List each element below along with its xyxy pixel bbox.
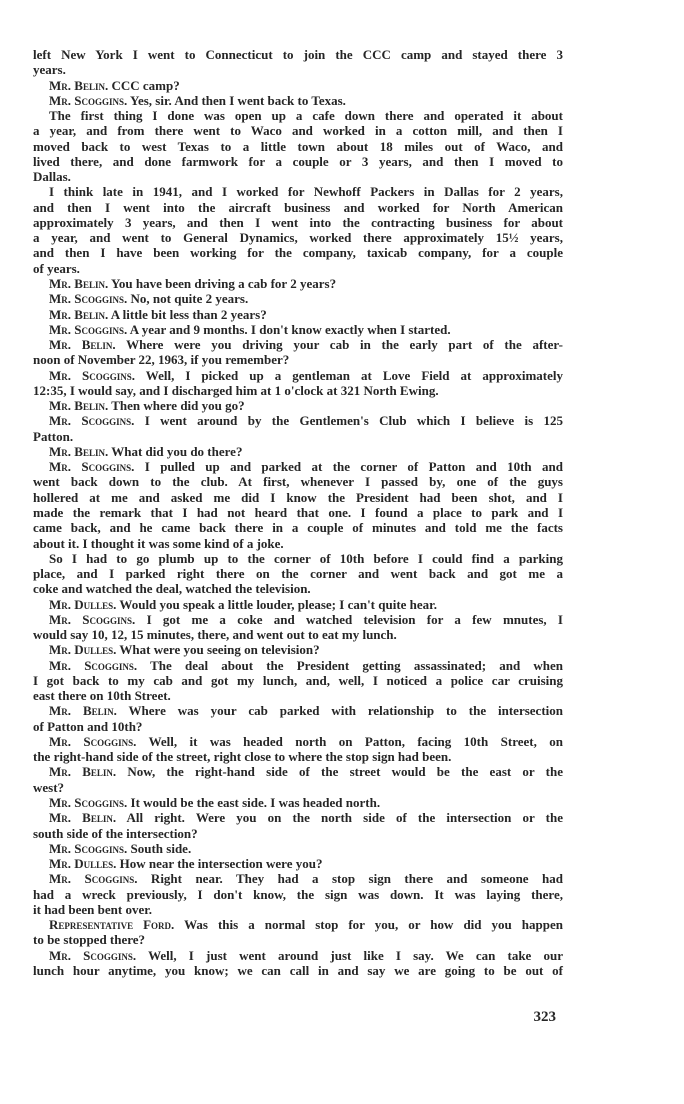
text-line [33,307,563,322]
speaker-name: Mr. Scoggins. [49,611,136,627]
testimony-paragraph [33,78,563,93]
text-line [33,780,563,795]
line-text: the right-hand side of the street, right close to where the stop sign had been. [33,749,452,765]
text-line [33,62,563,77]
text-line [33,245,563,260]
speaker-name: Mr. Belin. [49,810,117,826]
page-number: 323 [533,1009,556,1025]
line-text: had a wreck previously, I don't know, the sign was down. It was laying there, [33,886,563,902]
text-line [33,963,563,978]
text-line [33,123,563,138]
text-line [33,871,563,886]
line-text: about it. I thought it was some kind of a joke. [33,535,284,551]
line-text: went back down to the club. At first, whenever I passed by, one of the guys [33,474,563,490]
testimony-paragraph [33,337,563,368]
testimony-paragraph [33,291,563,306]
text-line [33,749,563,764]
text-line [33,917,563,932]
line-text: A year and 9 months. I don't know exactly when I started. [127,321,451,337]
line-text: lived there, and done farmwork for a couple or 3 years, and then I moved to [33,153,563,169]
testimony-paragraph [33,413,563,444]
text-line [33,261,563,276]
line-text: Dallas. [33,169,71,185]
line-text: Well, I picked up a gentleman at Love Field at approximately [135,367,563,383]
testimony-paragraph [33,856,563,871]
text-line [33,887,563,902]
speaker-name: Mr. Scoggins. [49,657,138,673]
line-text: and then I went into the aircraft business and worked for North American [33,199,563,215]
line-text: A little bit less than 2 years? [108,306,267,322]
text-line [33,566,563,581]
text-line [33,841,563,856]
line-text: The deal about the President getting assassinated; and when [137,657,563,673]
line-text: No, not quite 2 years. [127,291,249,307]
text-line [33,688,563,703]
text-line [33,826,563,841]
text-line [33,673,563,688]
speaker-name: Mr. Scoggins. [49,733,137,749]
text-line [33,322,563,337]
text-line [33,200,563,215]
text-line [33,291,563,306]
testimony-paragraph [33,444,563,459]
line-text: would say 10, 12, 15 minutes, there, and went out to eat my lunch. [33,627,397,643]
text-line [33,490,563,505]
testimony-paragraph [33,459,563,551]
line-text: of Patton and 10th? [33,718,143,734]
testimony-paragraph [33,93,563,108]
testimony-paragraph [33,658,563,704]
line-text: to be stopped there? [33,932,146,948]
text-line [33,612,563,627]
text-line [33,902,563,917]
speaker-name: Mr. Scoggins. [49,413,135,429]
text-line [33,856,563,871]
text-line [33,154,563,169]
text-line [33,78,563,93]
line-text: You have been driving a cab for 2 years? [108,275,337,291]
text-line [33,810,563,825]
testimony-paragraph [33,368,563,399]
testimony-paragraph [33,948,563,979]
line-text: It would be the east side. I was headed north. [127,795,381,811]
speaker-name: Mr. Dulles. [49,856,117,872]
line-text: 12:35, I would say, and I discharged him at 1 o'clock at 321 North Ewing. [33,382,439,398]
speaker-name: Mr. Belin. [49,443,109,459]
speaker-name: Mr. Scoggins. [49,840,128,856]
line-text: South side. [127,840,192,856]
speaker-name: Mr. Scoggins. [49,92,128,108]
text-line [33,184,563,199]
line-text: Then where did you go? [108,398,245,414]
speaker-name: Mr. Scoggins. [49,795,128,811]
speaker-name: Mr. Scoggins. [49,321,128,337]
speaker-name: Mr. Scoggins. [49,947,137,963]
text-line [33,47,563,62]
text-line [33,642,563,657]
text-line [33,368,563,383]
speaker-name: Mr. Scoggins. [49,871,138,887]
line-text: it had been bent over. [33,901,153,917]
text-line [33,413,563,428]
text-line [33,948,563,963]
testimony-paragraph [33,917,563,948]
text-line [33,658,563,673]
text-line [33,276,563,291]
narrative-paragraph [33,184,563,276]
text-line [33,795,563,810]
line-text: I pulled up and parked at the corner of Patton and 10th and [134,459,563,475]
text-line [33,734,563,749]
line-text: a year, and went to General Dynamics, worked there approximately 15½ years, [33,230,563,246]
text-line [33,764,563,779]
testimony-paragraph [33,307,563,322]
line-text: Now, the right-hand side of the street would be the east or the [116,764,564,780]
speaker-name: Mr. Belin. [49,337,116,353]
testimony-text [33,47,563,978]
speaker-name: Mr. Scoggins. [49,367,136,383]
text-line [33,932,563,947]
text-line [33,108,563,123]
testimony-paragraph [33,703,563,734]
text-line [33,139,563,154]
text-line [33,627,563,642]
line-text: Right near. They had a stop sign there and someone had [137,871,563,887]
testimony-paragraph [33,764,563,795]
speaker-name: Mr. Belin. [49,306,109,322]
text-line [33,93,563,108]
text-line [33,352,563,367]
line-text: moved back to west Texas to a little town about 18 miles out of Waco, and [33,138,563,154]
line-text: lunch hour anytime, you know; we can call in and say we are going to be out of [33,962,563,978]
line-text: Would you speak a little louder, please; I can't quite hear. [116,596,438,612]
testimony-paragraph [33,841,563,856]
text-line [33,719,563,734]
line-text: How near the intersection were you? [116,856,323,872]
speaker-name: Mr. Belin. [49,764,117,780]
testimony-paragraph [33,398,563,413]
line-text: and then I have been working for the company, taxicab company, for a couple [33,245,563,261]
speaker-name: Mr. Belin. [49,703,117,719]
line-text: east there on 10th Street. [33,688,171,704]
text-line [33,169,563,184]
line-text: hollered at me and asked me did I know the President had been shot, and I [33,489,563,505]
testimony-paragraph [33,871,563,917]
line-text: I got back to my cab and got my lunch, and, well, I noticed a police car cruising [33,672,563,688]
text-line [33,520,563,535]
line-text: west? [33,779,65,795]
speaker-name: Mr. Belin. [49,77,109,93]
text-line [33,536,563,551]
line-text: made the remark that I had not heard that one. I found a place to park and I [33,504,563,520]
text-line [33,581,563,596]
line-text: What did you do there? [108,443,243,459]
narrative-paragraph [33,47,563,78]
line-text: of years. [33,260,80,276]
narrative-paragraph [33,108,563,184]
line-text: Where were you driving your cab in the early part of the after- [115,337,564,353]
testimony-paragraph [33,597,563,612]
line-text: Patton. [33,428,74,444]
line-text: years. [33,62,66,78]
speaker-name: Mr. Scoggins. [49,459,135,475]
line-text: I got me a coke and watched television for a few mnutes, I [135,611,563,627]
text-line [33,337,563,352]
line-text: noon of November 22, 1963, if you remember? [33,352,290,368]
text-line [33,703,563,718]
testimony-paragraph [33,276,563,291]
line-text: Where was your cab parked with relationship to the intersection [116,703,563,719]
testimony-paragraph [33,795,563,810]
line-text: CCC camp? [108,77,180,93]
text-line [33,230,563,245]
testimony-paragraph [33,642,563,657]
text-line [33,505,563,520]
speaker-name: Mr. Belin. [49,275,109,291]
text-line [33,597,563,612]
line-text: What were you seeing on television? [116,642,320,658]
speaker-name: Mr. Belin. [49,398,109,414]
speaker-name: Representative Ford. [49,917,175,933]
line-text: So I had to go plumb up to the corner of 10th before I could find a parking [49,550,563,566]
line-text: left New York I went to Connecticut to join the CCC camp and stayed there 3 [33,47,563,62]
line-text: The first thing I done was open up a cafe down there and operated it about [49,108,563,124]
text-line [33,429,563,444]
text-line [33,459,563,474]
speaker-name: Mr. Scoggins. [49,291,128,307]
line-text: I think late in 1941, and I worked for Newhoff Packers in Dallas for 2 years, [49,184,563,200]
line-text: Well, I just went around just like I say. We can take our [136,947,563,963]
text-line [33,474,563,489]
line-text: approximately 3 years, and then I went into the contracting business for about [33,214,563,230]
line-text: Was this a normal stop for you, or how did you happen [174,917,563,933]
text-line [33,398,563,413]
text-line [33,215,563,230]
line-text: Yes, sir. And then I went back to Texas. [127,92,346,108]
testimony-paragraph [33,612,563,643]
line-text: south side of the intersection? [33,825,198,841]
text-line [33,444,563,459]
text-line [33,383,563,398]
line-text: I went around by the Gentlemen's Club which I believe is 125 [134,413,563,429]
line-text: a year, and from there went to Waco and worked in a cotton mill, and then I [33,123,563,139]
line-text: Well, it was headed north on Patton, facing 10th Street, on [136,733,563,749]
speaker-name: Mr. Dulles. [49,596,117,612]
line-text: All right. Were you on the north side of the intersection or the [116,810,563,826]
text-line [33,551,563,566]
narrative-paragraph [33,551,563,597]
line-text: coke and watched the deal, watched the television. [33,581,311,597]
line-text: place, and I parked right there on the corner and went back and got me a [33,566,563,582]
testimony-paragraph [33,322,563,337]
speaker-name: Mr. Dulles. [49,642,117,658]
testimony-paragraph [33,734,563,765]
testimony-paragraph [33,810,563,841]
line-text: came back, and he came back there in a couple of minutes and told me the facts [33,520,563,536]
